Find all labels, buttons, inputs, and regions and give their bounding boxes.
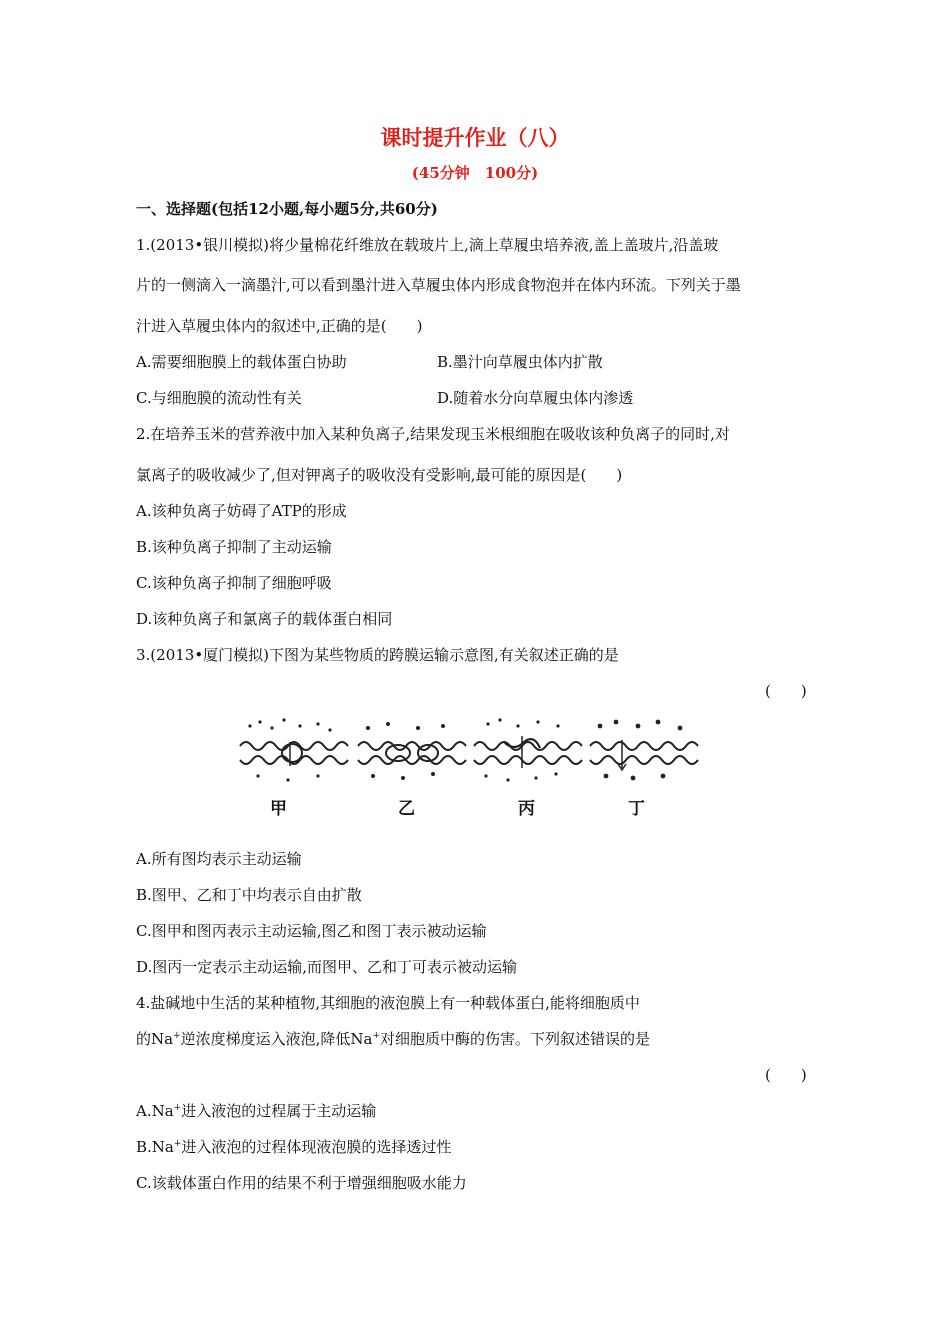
q4-option-c: C.该载体蛋白作用的结果不利于增强细胞吸水能力 <box>136 1174 467 1192</box>
q1-option-b: B.墨汁向草履虫体内扩散 <box>437 353 603 371</box>
q4-line2-part3: 对细胞质中酶的伤害。下列叙述错误的是 <box>380 1030 651 1048</box>
membrane-yi <box>358 742 466 764</box>
membrane-jia <box>240 742 348 766</box>
q1-stem-line2: 片的一侧滴入一滴墨汁,可以看到墨汁进入草履虫体内形成食物泡并在体内环流。下列关于墨 <box>136 276 741 294</box>
q1-option-c: C.与细胞膜的流动性有关 <box>136 389 302 407</box>
figure-label-bing: 丙 <box>518 799 535 819</box>
page-subtitle: (45分钟 100分) <box>411 164 539 182</box>
figure-label-jia: 甲 <box>270 799 287 819</box>
figure-label-yi: 乙 <box>398 799 415 819</box>
q4-line2-part1: 的Na <box>136 1030 174 1048</box>
q2-option-c: C.该种负离子抑制了细胞呼吸 <box>136 574 332 592</box>
q1-option-a: A.需要细胞膜上的载体蛋白协助 <box>136 353 347 371</box>
q4-option-b-part2: 进入液泡的过程体现液泡膜的选择透过性 <box>181 1138 452 1156</box>
q4-option-a <box>136 1100 376 1121</box>
q3-option-c: C.图甲和图丙表示主动运输,图乙和图丁表示被动运输 <box>136 922 487 940</box>
q4-line2-part2: 逆浓度梯度运入液泡,降低Na <box>180 1030 373 1048</box>
q4-stem-line2 <box>136 1028 650 1049</box>
q3-option-d: D.图丙一定表示主动运输,而图甲、乙和丁可表示被动运输 <box>136 958 518 976</box>
q4-stem-line1: 4.盐碱地中生活的某种植物,其细胞的液泡膜上有一种载体蛋白,能将细胞质中 <box>136 994 640 1012</box>
q2-option-a: A.该种负离子妨碍了ATP的形成 <box>136 502 347 520</box>
page-title: 课时提升作业（八） <box>380 125 570 150</box>
q4-option-a-part2: 进入液泡的过程属于主动运输 <box>181 1102 377 1120</box>
q4-option-a-part1: A.Na <box>136 1102 174 1120</box>
section-heading: 一、选择题(包括12小题,每小题5分,共60分) <box>136 200 438 218</box>
sodium-charge: + <box>173 1103 182 1113</box>
sodium-charge: + <box>173 1031 181 1041</box>
q3-option-a: A.所有图均表示主动运输 <box>136 850 302 868</box>
q3-option-b: B.图甲、乙和丁中均表示自由扩散 <box>136 886 362 904</box>
q4-answer-paren: ( ) <box>765 1066 807 1084</box>
q4-option-b <box>136 1136 451 1157</box>
q2-stem-line1: 2.在培养玉米的营养液中加入某种负离子,结果发现玉米根细胞在吸收该种负离子的同时,对 <box>136 425 730 443</box>
membrane-ding <box>590 740 698 770</box>
q3-answer-paren: ( ) <box>765 682 807 700</box>
q4-option-b-part1: B.Na <box>136 1138 174 1156</box>
q3-stem-line1: 3.(2013•厦门模拟)下图为某些物质的跨膜运输示意图,有关叙述正确的是 <box>136 646 619 664</box>
q2-option-d: D.该种负离子和氯离子的载体蛋白相同 <box>136 610 393 628</box>
sodium-charge: + <box>372 1031 381 1041</box>
sodium-charge: + <box>173 1139 182 1149</box>
figure-label-ding: 丁 <box>628 799 645 819</box>
q1-option-d: D.随着水分向草履虫体内渗透 <box>437 389 634 407</box>
membrane-transport-figure <box>238 716 708 786</box>
q1-stem-line3: 汁进入草履虫体内的叙述中,正确的是( ) <box>136 317 423 335</box>
q2-option-b: B.该种负离子抑制了主动运输 <box>136 538 332 556</box>
membrane-bing <box>474 736 582 768</box>
q2-stem-line2: 氯离子的吸收减少了,但对钾离子的吸收没有受影响,最可能的原因是( ) <box>136 466 623 484</box>
q1-stem-line1: 1.(2013•银川模拟)将少量棉花纤维放在载玻片上,滴上草履虫培养液,盖上盖玻片,沿盖玻 <box>136 236 719 254</box>
